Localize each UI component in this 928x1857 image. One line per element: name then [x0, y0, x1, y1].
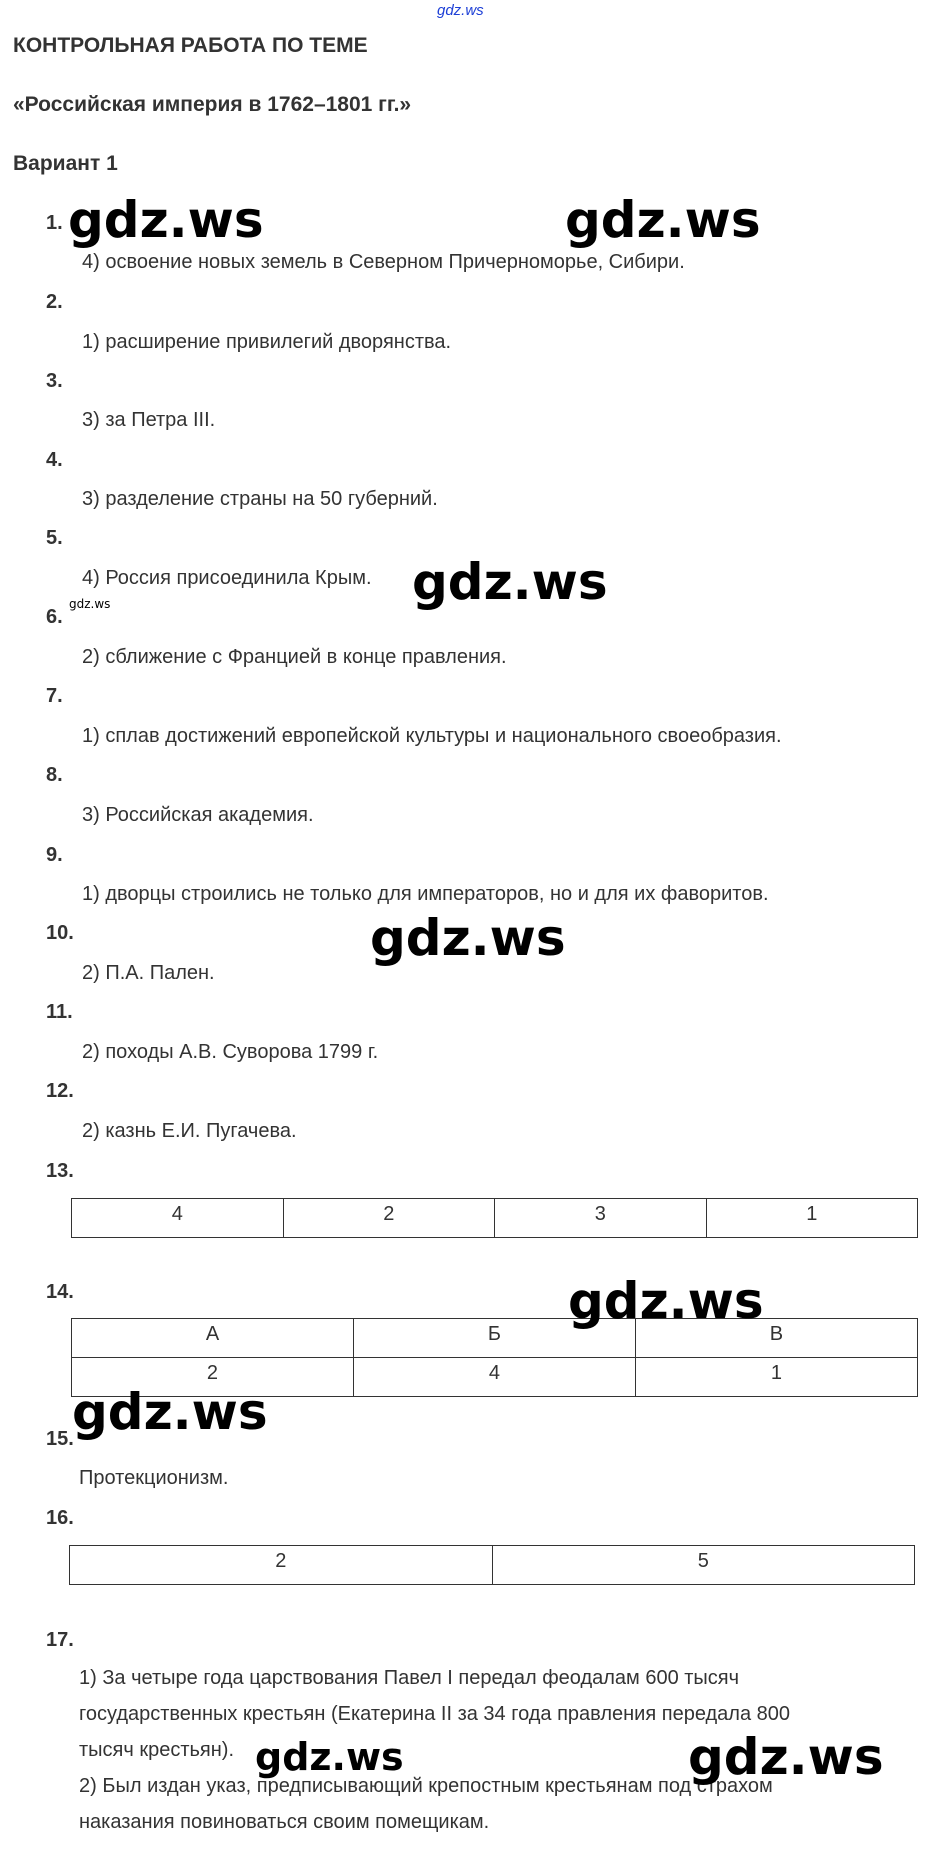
- answer-number-11: 11.: [46, 1001, 73, 1023]
- table-cell: 5: [492, 1546, 915, 1585]
- answer-text-3: 3) за Петра III.: [82, 409, 216, 431]
- watermark-text-small: gdz.ws: [69, 597, 111, 611]
- answer-17-line: 1) За четыре года царствования Павел I передал феодалам 600 тысяч: [79, 1667, 740, 1689]
- answer-number-9: 9.: [46, 844, 63, 866]
- watermark-text: gdz.ws: [72, 1383, 268, 1441]
- variant-heading: Вариант 1: [13, 152, 118, 175]
- page-title: КОНТРОЛЬНАЯ РАБОТА ПО ТЕМЕ: [13, 34, 368, 57]
- table-cell: 2: [70, 1546, 493, 1585]
- answer-text-15: Протекционизм.: [79, 1467, 229, 1489]
- answer-number-6: 6.: [46, 606, 63, 628]
- table-cell: 4: [353, 1358, 635, 1397]
- table-row: [70, 1546, 915, 1585]
- watermark-text: gdz.ws: [255, 1735, 404, 1779]
- watermark-text: gdz.ws: [370, 909, 566, 967]
- table-cell: 4: [72, 1199, 284, 1238]
- answer-17-line: тысяч крестьян).: [79, 1739, 235, 1761]
- table-header-cell: Б: [353, 1319, 635, 1358]
- table-cell: 2: [72, 1358, 354, 1397]
- answer-number-12: 12.: [46, 1080, 74, 1102]
- answer-text-7: 1) сплав достижений европейской культуры и национального своеобразия.: [82, 725, 782, 747]
- table-cell: 2: [283, 1199, 495, 1238]
- answer-number-17: 17.: [46, 1629, 74, 1651]
- answer-text-10: 2) П.А. Пален.: [82, 962, 215, 984]
- watermark-text: gdz.ws: [412, 553, 608, 611]
- answer-number-7: 7.: [46, 685, 63, 707]
- top-watermark: gdz.ws: [437, 2, 484, 19]
- answer-text-5: 4) Россия присоединила Крым.: [82, 567, 372, 589]
- answer-table-13: [71, 1198, 918, 1238]
- watermark-text: gdz.ws: [688, 1728, 884, 1786]
- answer-table-16: [69, 1545, 915, 1585]
- answer-17-line: наказания повиноваться своим помещикам.: [79, 1811, 490, 1833]
- answer-text-6: 2) сближение с Францией в конце правления.: [82, 646, 507, 668]
- answer-text-9: 1) дворцы строились не только для императоров, но и для их фаворитов.: [82, 883, 769, 905]
- answer-number-13: 13.: [46, 1160, 74, 1182]
- answer-text-11: 2) походы А.В. Суворова 1799 г.: [82, 1041, 379, 1063]
- table-row: [72, 1199, 918, 1238]
- answer-number-15: 15.: [46, 1428, 74, 1450]
- answer-text-1: 4) освоение новых земель в Северном Причерноморье, Сибири.: [82, 251, 685, 273]
- answer-text-4: 3) разделение страны на 50 губерний.: [82, 488, 438, 510]
- answer-17-line: государственных крестьян (Екатерина II за 34 года правления передала 800: [79, 1703, 791, 1725]
- answer-number-4: 4.: [46, 449, 63, 471]
- answer-number-10: 10.: [46, 922, 74, 944]
- page-subtitle: «Российская империя в 1762–1801 гг.»: [13, 93, 412, 116]
- table-cell: 1: [706, 1199, 918, 1238]
- table-header-cell: В: [635, 1319, 917, 1358]
- table-cell: 1: [635, 1358, 917, 1397]
- answer-text-8: 3) Российская академия.: [82, 804, 314, 826]
- watermark-text: gdz.ws: [68, 191, 264, 249]
- answer-text-2: 1) расширение привилегий дворянства.: [82, 331, 452, 353]
- table-header-cell: А: [72, 1319, 354, 1358]
- table-cell: 3: [495, 1199, 707, 1238]
- table-row: [72, 1319, 918, 1358]
- answer-number-1: 1.: [46, 212, 63, 234]
- watermark-text: gdz.ws: [568, 1272, 764, 1330]
- answer-number-5: 5.: [46, 527, 63, 549]
- answer-number-2: 2.: [46, 291, 63, 313]
- answer-text-12: 2) казнь Е.И. Пугачева.: [82, 1120, 297, 1142]
- answer-number-14: 14.: [46, 1281, 74, 1303]
- answer-17-line: 2) Был издан указ, предписывающий крепостным крестьянам под страхом: [79, 1775, 773, 1797]
- watermark-text: gdz.ws: [565, 191, 761, 249]
- answer-number-3: 3.: [46, 370, 63, 392]
- answer-number-8: 8.: [46, 764, 63, 786]
- answer-number-16: 16.: [46, 1507, 74, 1529]
